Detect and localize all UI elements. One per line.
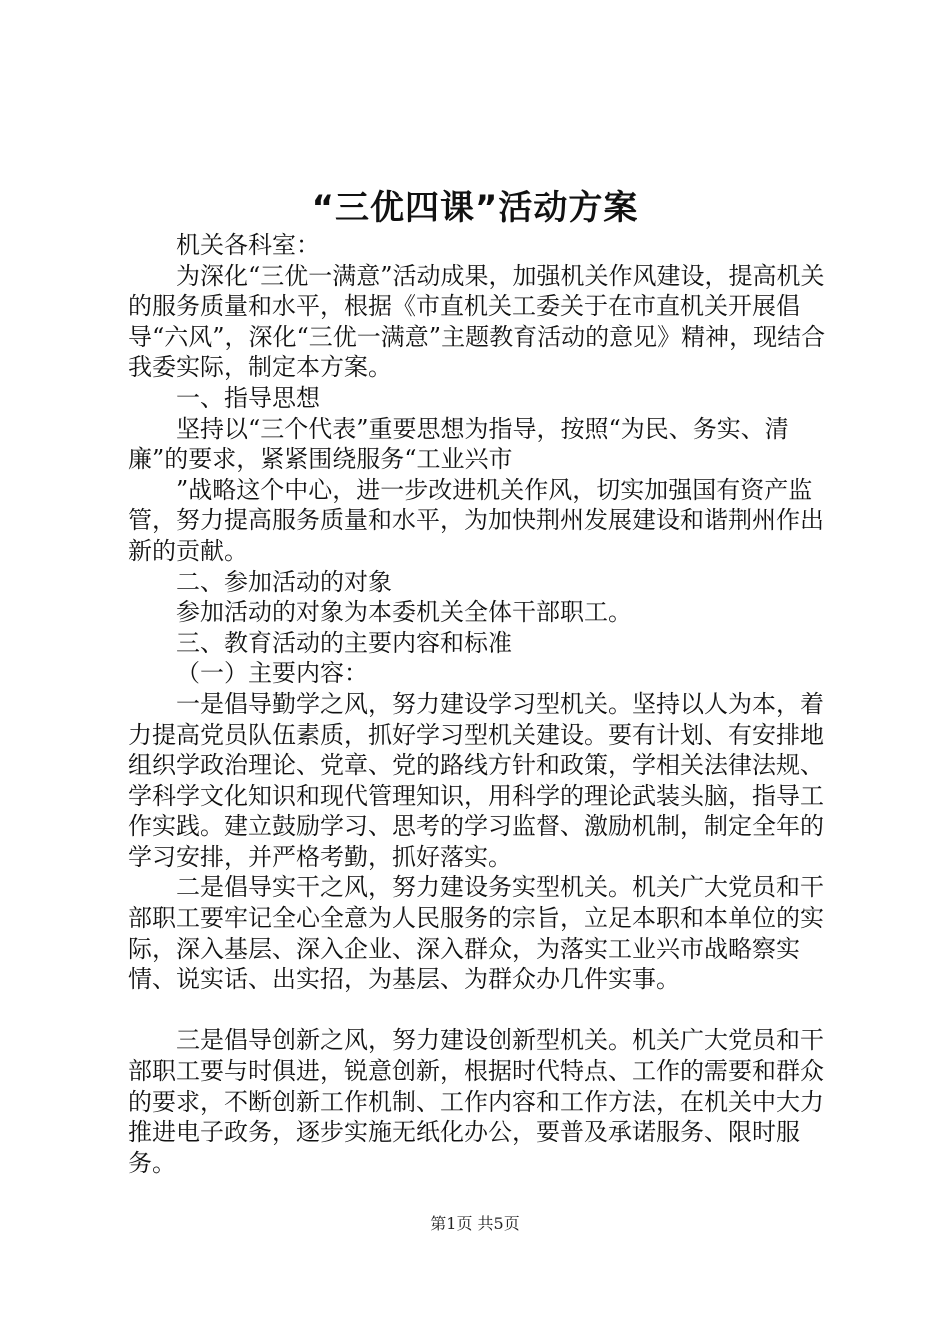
paragraph-intro: 为深化“三优一满意”活动成果，加强机关作风建设，提高机关的服务质量和水平，根据《市直机关工委关于在市直机关开展倡导“六风”，深化“三优一满意”主题教育活动的意见》精神，现结合我委实际，制定本方案。: [128, 261, 826, 382]
paragraph-guide-a: 坚持以“三个代表”重要思想为指导，按照“为民、务实、清廉”的要求，紧紧围绕服务“工业兴市: [128, 414, 789, 474]
page-footer: 第1页 共5页: [430, 1214, 520, 1233]
paragraph-item-2: 二是倡导实干之风，努力建设务实型机关。机关广大党员和干部职工要牢记全心全意为人民服务的宗旨，立足本职和本单位的实际，深入基层、深入企业、深入群众，为落实工业兴市战略察实情、说实话、出实招，为基层、为群众办几件实事。: [128, 873, 824, 994]
heading-main-content: 三、教育活动的主要内容和标准: [176, 628, 512, 657]
paragraph-item-1: 一是倡导勤学之风，努力建设学习型机关。坚持以人为本，着力提高党员队伍素质，抓好学习型机关建设。要有计划、有安排地组织学政治理论、党章、党的路线方针和政策，学相关法律法规、学科学文化知识和现代管理知识，用科学的理论武装头脑，指导工作实践。建立鼓励学习、思考的学习监督、激励机制，制定全年的学习安排，并严格考勤，抓好落实。: [128, 689, 824, 871]
heading-guiding-ideology: 一、指导思想: [176, 383, 320, 412]
document-title: “三优四课”活动方案: [311, 188, 639, 228]
paragraph-guide-b: ”战略这个中心，进一步改进机关作风，切实加强国有资产监管，努力提高服务质量和水平，为加快荆州发展建设和谐荆州作出新的贡献。: [128, 475, 824, 565]
heading-participants: 二、参加活动的对象: [176, 567, 392, 596]
paragraph-item-3: 三是倡导创新之风，努力建设创新型机关。机关广大党员和干部职工要与时俱进，锐意创新，根据时代特点、工作的需要和群众的要求，不断创新工作机制、工作内容和工作方法，在机关中大力推进电子政务，逐步实施无纸化办公，要普及承诺服务、限时服务。: [128, 1026, 824, 1177]
paragraph-spacer: [128, 995, 838, 1026]
document-body: [128, 230, 838, 1178]
subheading-main-content: （一）主要内容：: [176, 659, 368, 688]
paragraph-participants: 参加活动的对象为本委机关全体干部职工。: [176, 598, 632, 627]
salutation: 机关各科室：: [176, 231, 320, 259]
